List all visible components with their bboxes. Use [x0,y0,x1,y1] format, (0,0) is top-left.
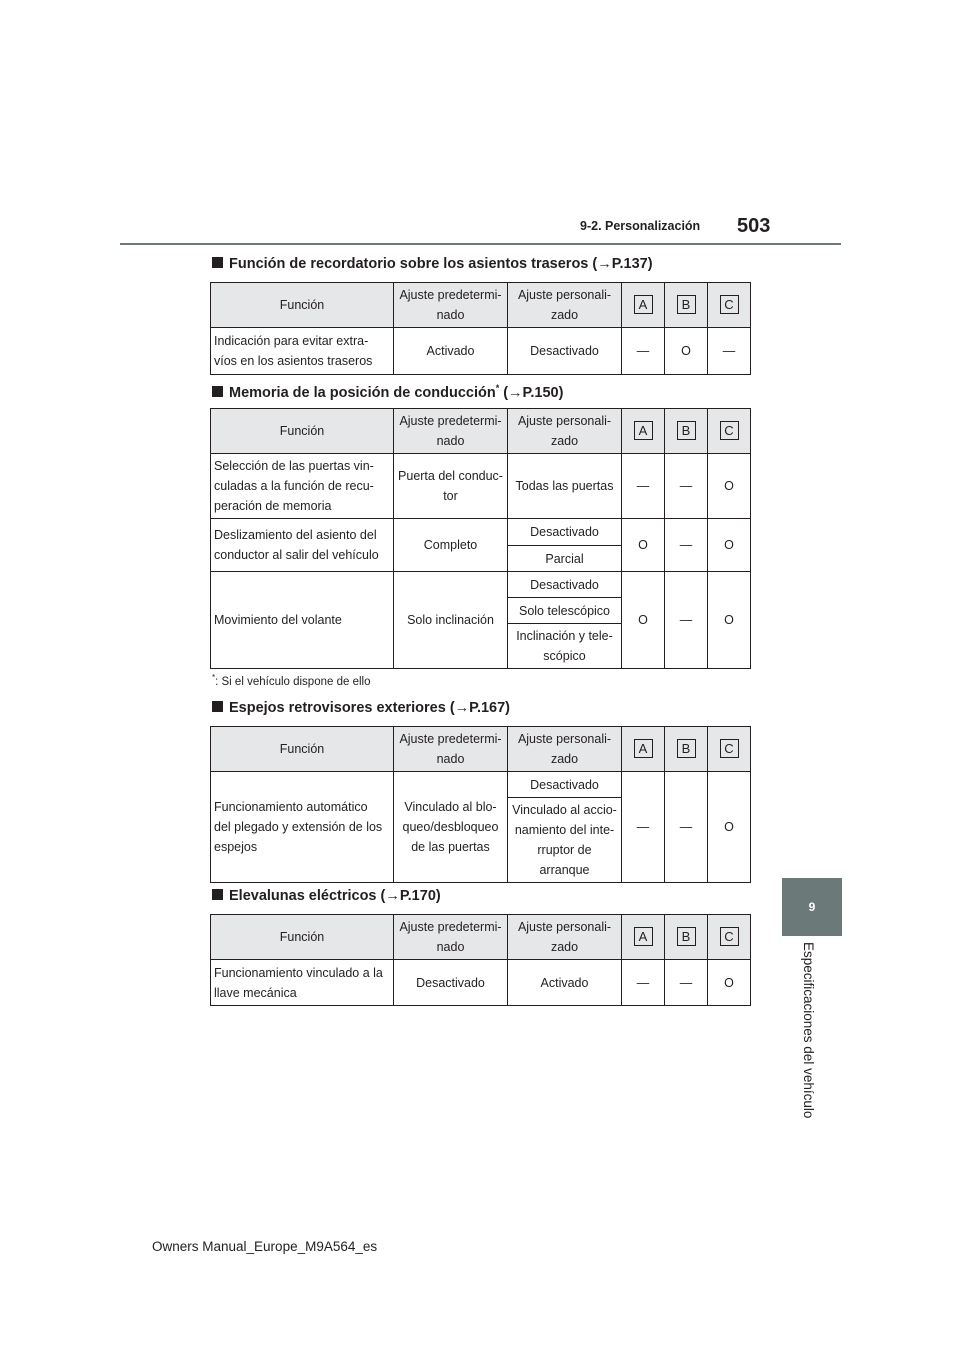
cell-a: O [622,519,665,572]
section-title-exterior-mirrors: Espejos retrovisores exteriores (→P.167) [212,700,510,716]
col-c [708,409,751,454]
manual-footer: Owners Manual_Europe_M9A564_es [152,1239,378,1254]
cell-custom: Desactivado [508,328,622,375]
cell-a: O [622,572,665,669]
section-title-driving-position-memory: Memoria de la posición de conducción* (→P.150) [212,383,563,401]
cell-a: — [622,328,665,375]
cell-default: Vinculado al blo- queo/desbloqueo de las puertas [394,772,508,883]
square-bullet-icon [212,701,223,712]
col-a [622,409,665,454]
table-row [211,328,751,375]
cell-b: — [665,960,708,1006]
cell-custom: Inclinación y tele- scópico [508,624,622,669]
col-function: Función [211,727,394,772]
cell-b: — [665,519,708,572]
cell-default: Puerta del conduc- tor [394,454,508,519]
cell-custom: Parcial [508,546,622,572]
square-bullet-icon [212,386,223,397]
cell-custom: Solo telescópico [508,598,622,624]
col-default: Ajuste predetermi- nado [394,283,508,328]
cell-default: Activado [394,328,508,375]
table-row [211,772,751,798]
col-a [622,915,665,960]
col-b [665,283,708,328]
cell-c: O [708,454,751,519]
cell-c: O [708,772,751,883]
col-custom: Ajuste personali- zado [508,727,622,772]
cell-b: O [665,328,708,375]
cell-default: Completo [394,519,508,572]
cell-b: — [665,454,708,519]
col-default: Ajuste predetermi- nado [394,727,508,772]
cell-function: Deslizamiento del asiento del conductor al salir del vehículo [211,519,394,572]
table-driving-position-memory [210,408,751,669]
setting-a-icon: A [634,421,653,440]
cell-a: — [622,772,665,883]
setting-a-icon: A [634,739,653,758]
cell-default: Desactivado [394,960,508,1006]
col-default: Ajuste predetermi- nado [394,915,508,960]
table-row [211,572,751,598]
col-default: Ajuste predetermi- nado [394,409,508,454]
footnote: *: Si el vehículo dispone de ello [212,673,371,688]
cell-a: — [622,960,665,1006]
section-title-power-windows: Elevalunas eléctricos (→P.170) [212,888,441,904]
col-c [708,915,751,960]
col-c [708,283,751,328]
setting-c-icon: C [720,421,739,440]
cell-function: Funcionamiento vinculado a la llave mecánica [211,960,394,1006]
table-header-row [211,915,751,960]
cell-default: Solo inclinación [394,572,508,669]
col-function: Función [211,409,394,454]
cell-custom: Desactivado [508,572,622,598]
cell-a: — [622,454,665,519]
section-header: 9-2. Personalización [580,219,701,233]
col-b [665,409,708,454]
setting-b-icon: B [677,739,696,758]
setting-c-icon: C [720,295,739,314]
setting-c-icon: C [720,739,739,758]
table-row [211,454,751,519]
cell-custom: Vinculado al accio- namiento del inte- rruptor de arranque [508,798,622,883]
page-number: 503 [737,215,771,237]
square-bullet-icon [212,889,223,900]
cell-function: Selección de las puertas vin- culadas a la función de recu- peración de memoria [211,454,394,519]
cell-c: O [708,572,751,669]
square-bullet-icon [212,257,223,268]
section-title-rear-seat-reminder: Función de recordatorio sobre los asientos traseros (→P.137) [212,256,653,272]
table-power-windows [210,914,751,1006]
setting-b-icon: B [677,927,696,946]
header-rule [120,243,841,245]
table-rear-seat-reminder [210,282,751,375]
cell-custom: Desactivado [508,772,622,798]
chapter-tab: 9 [782,878,842,936]
col-a [622,283,665,328]
chapter-title: Especificaciones del vehículo [801,942,816,1119]
table-header-row [211,283,751,328]
col-function: Función [211,283,394,328]
setting-a-icon: A [634,295,653,314]
table-row [211,519,751,546]
table-header-row [211,727,751,772]
col-function: Función [211,915,394,960]
setting-c-icon: C [720,927,739,946]
cell-b: — [665,572,708,669]
cell-custom: Todas las puertas [508,454,622,519]
col-custom: Ajuste personali- zado [508,283,622,328]
cell-c: — [708,328,751,375]
cell-function: Funcionamiento automático del plegado y extensión de los espejos [211,772,394,883]
setting-b-icon: B [677,421,696,440]
col-c [708,727,751,772]
col-b [665,915,708,960]
cell-custom: Desactivado [508,519,622,546]
cell-c: O [708,960,751,1006]
col-b [665,727,708,772]
col-custom: Ajuste personali- zado [508,409,622,454]
setting-a-icon: A [634,927,653,946]
table-exterior-mirrors [210,726,751,883]
cell-function: Movimiento del volante [211,572,394,669]
cell-custom: Activado [508,960,622,1006]
cell-b: — [665,772,708,883]
table-row [211,960,751,1006]
table-header-row [211,409,751,454]
cell-c: O [708,519,751,572]
setting-b-icon: B [677,295,696,314]
col-custom: Ajuste personali- zado [508,915,622,960]
cell-function: Indicación para evitar extra- víos en los asientos traseros [211,328,394,375]
col-a [622,727,665,772]
